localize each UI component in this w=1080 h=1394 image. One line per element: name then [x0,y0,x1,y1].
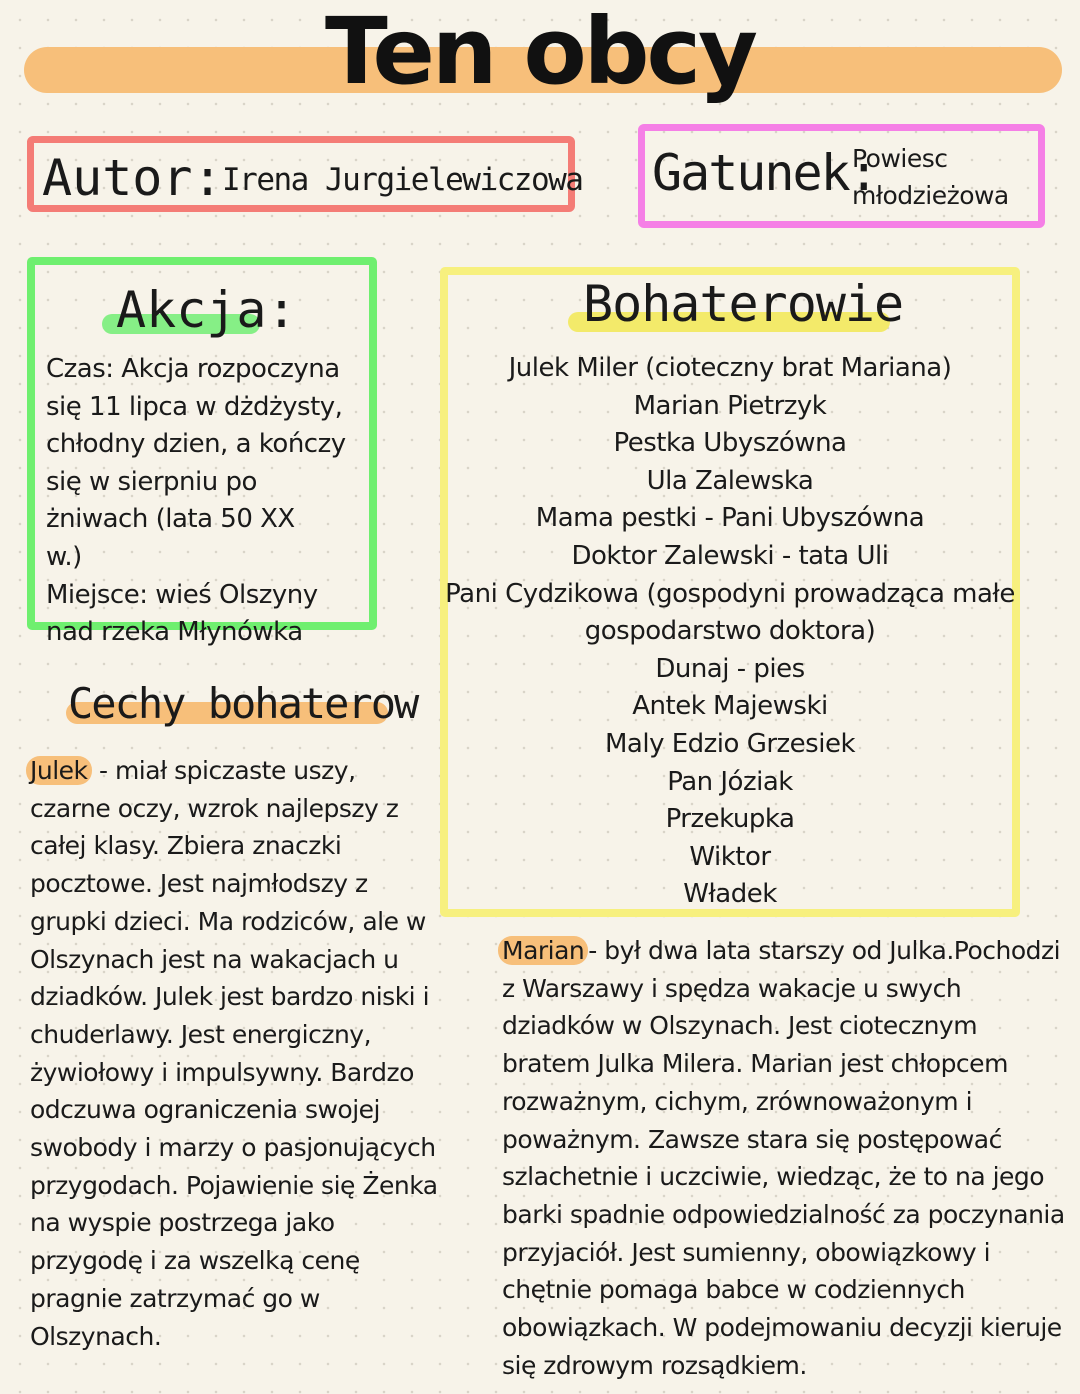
marian-description [502,932,1078,1384]
julek-line: odczuwa ograniczenia swojej [30,1095,380,1125]
character-item: Pani Cydzikowa (gospodyni prowadząca małe [445,578,1015,609]
genre-value [852,140,1009,214]
marian-line: bratem Julka Milera. Marian jest chłopcem [502,1049,1008,1079]
marian-first-line [502,932,1078,970]
julek-line: pocztowe. Jest najmłodszy z [30,869,368,899]
marian-first-line-rest: - był dwa lata starszy od Julka.Pochodzi [588,936,1061,965]
marian-line: dziadków w Olszynach. Jest ciotecznym [502,1011,978,1041]
character-item: Marian Pietrzyk [633,390,827,421]
action-line: żniwach (lata 50 XX [46,504,295,535]
action-line: się 11 lipca w dżdżysty, [46,391,343,422]
julek-line: dziadków. Julek jest bardzo niski i [30,982,430,1012]
marian-line: z Warszawy i spędza wakacje u swych [502,973,962,1003]
character-item: Julek Miler (cioteczny brat Mariana) [508,353,952,383]
character-item: Dunaj - pies [655,653,805,684]
julek-line: żywiołowy i impulsywny. Bardzo [30,1057,414,1087]
marian-line: przyjaciół. Jest sumienny, obowiązkowy i [502,1237,991,1267]
julek-line: chuderlawy. Jest energiczny, [30,1019,372,1049]
julek-line: pragnie zatrzymać go w [30,1283,320,1313]
characters-heading: Bohaterowie [583,275,904,333]
julek-line: przygodach. Pojawienie się Żenka [30,1170,438,1200]
genre-label: Gatunek: [652,144,877,202]
marian-line: chętnie pomaga babce w codziennych [502,1275,965,1305]
action-line: nad rzeka Młynówka [46,617,303,648]
julek-name: Julek [26,756,92,785]
julek-line: całej klasy. Zbiera znaczki [30,831,342,861]
julek-description [30,752,440,1355]
genre-value-line: młodzieżowa [852,181,1009,210]
characters-list [440,350,1020,914]
character-item: Doktor Zalewski - tata Uli [571,540,889,571]
author-value: Irena Jurgielewiczowa [222,162,583,198]
character-item: Przekupka [665,804,795,835]
character-item: Pestka Ubyszówna [613,428,847,459]
julek-line: Olszynach. [30,1321,162,1351]
julek-line: swobody i marzy o pasjonujących [30,1133,436,1163]
action-heading: Akcja: [116,281,297,339]
traits-heading: Cechy bohaterow [68,679,418,728]
marian-line: poważnym. Zawsze stara się postępować [502,1124,1002,1154]
character-item: Antek Majewski [632,691,828,722]
julek-line: czarne oczy, wzrok najlepszy z [30,793,399,823]
julek-line: grupki dzieci. Ma rodziców, ale w [30,906,426,936]
action-line: Miejsce: wieś Olszyny [46,579,318,610]
julek-line: Olszynach jest na wakacjach u [30,944,399,974]
character-item: Mama pestki - Pani Ubyszówna [535,503,925,534]
action-line: w.) [46,541,82,572]
page-title: Ten obcy [324,0,756,105]
marian-line: szlachetnie i uczciwie, wiedząc, że to na jego [502,1162,1045,1192]
marian-line: barki spadnie odpowiedzialność za poczynania [502,1199,1065,1229]
character-item: Ula Zalewska [646,465,814,496]
character-item: Maly Edzio Grzesiek [604,728,856,759]
action-line: chłodny dzien, a kończy [46,429,346,460]
genre-value-line: Powiesc [852,144,948,173]
marian-line: rozważnym, cichym, zrównoważonym i [502,1086,973,1116]
julek-first-line-rest: - miał spiczaste uszy, [91,756,356,785]
julek-first-line [30,752,440,790]
character-item: Pan Józiak [667,766,793,797]
action-line: Czas: Akcja rozpoczyna [46,354,340,384]
action-text [46,351,366,652]
marian-name: Marian [498,936,588,965]
marian-line: się zdrowym rozsądkiem. [502,1350,807,1380]
julek-line: na wyspie postrzega jako [30,1208,335,1238]
character-item: gospodarstwo doktora) [584,616,876,647]
julek-line: przygodę i za wszelką cenę [30,1246,360,1276]
character-item: Władek [683,879,777,910]
author-label: Autor: [42,149,223,207]
action-line: się w sierpniu po [46,466,257,497]
marian-line: obowiązkach. W podejmowaniu decyzji kieruje [502,1313,1062,1343]
character-item: Wiktor [689,841,771,872]
